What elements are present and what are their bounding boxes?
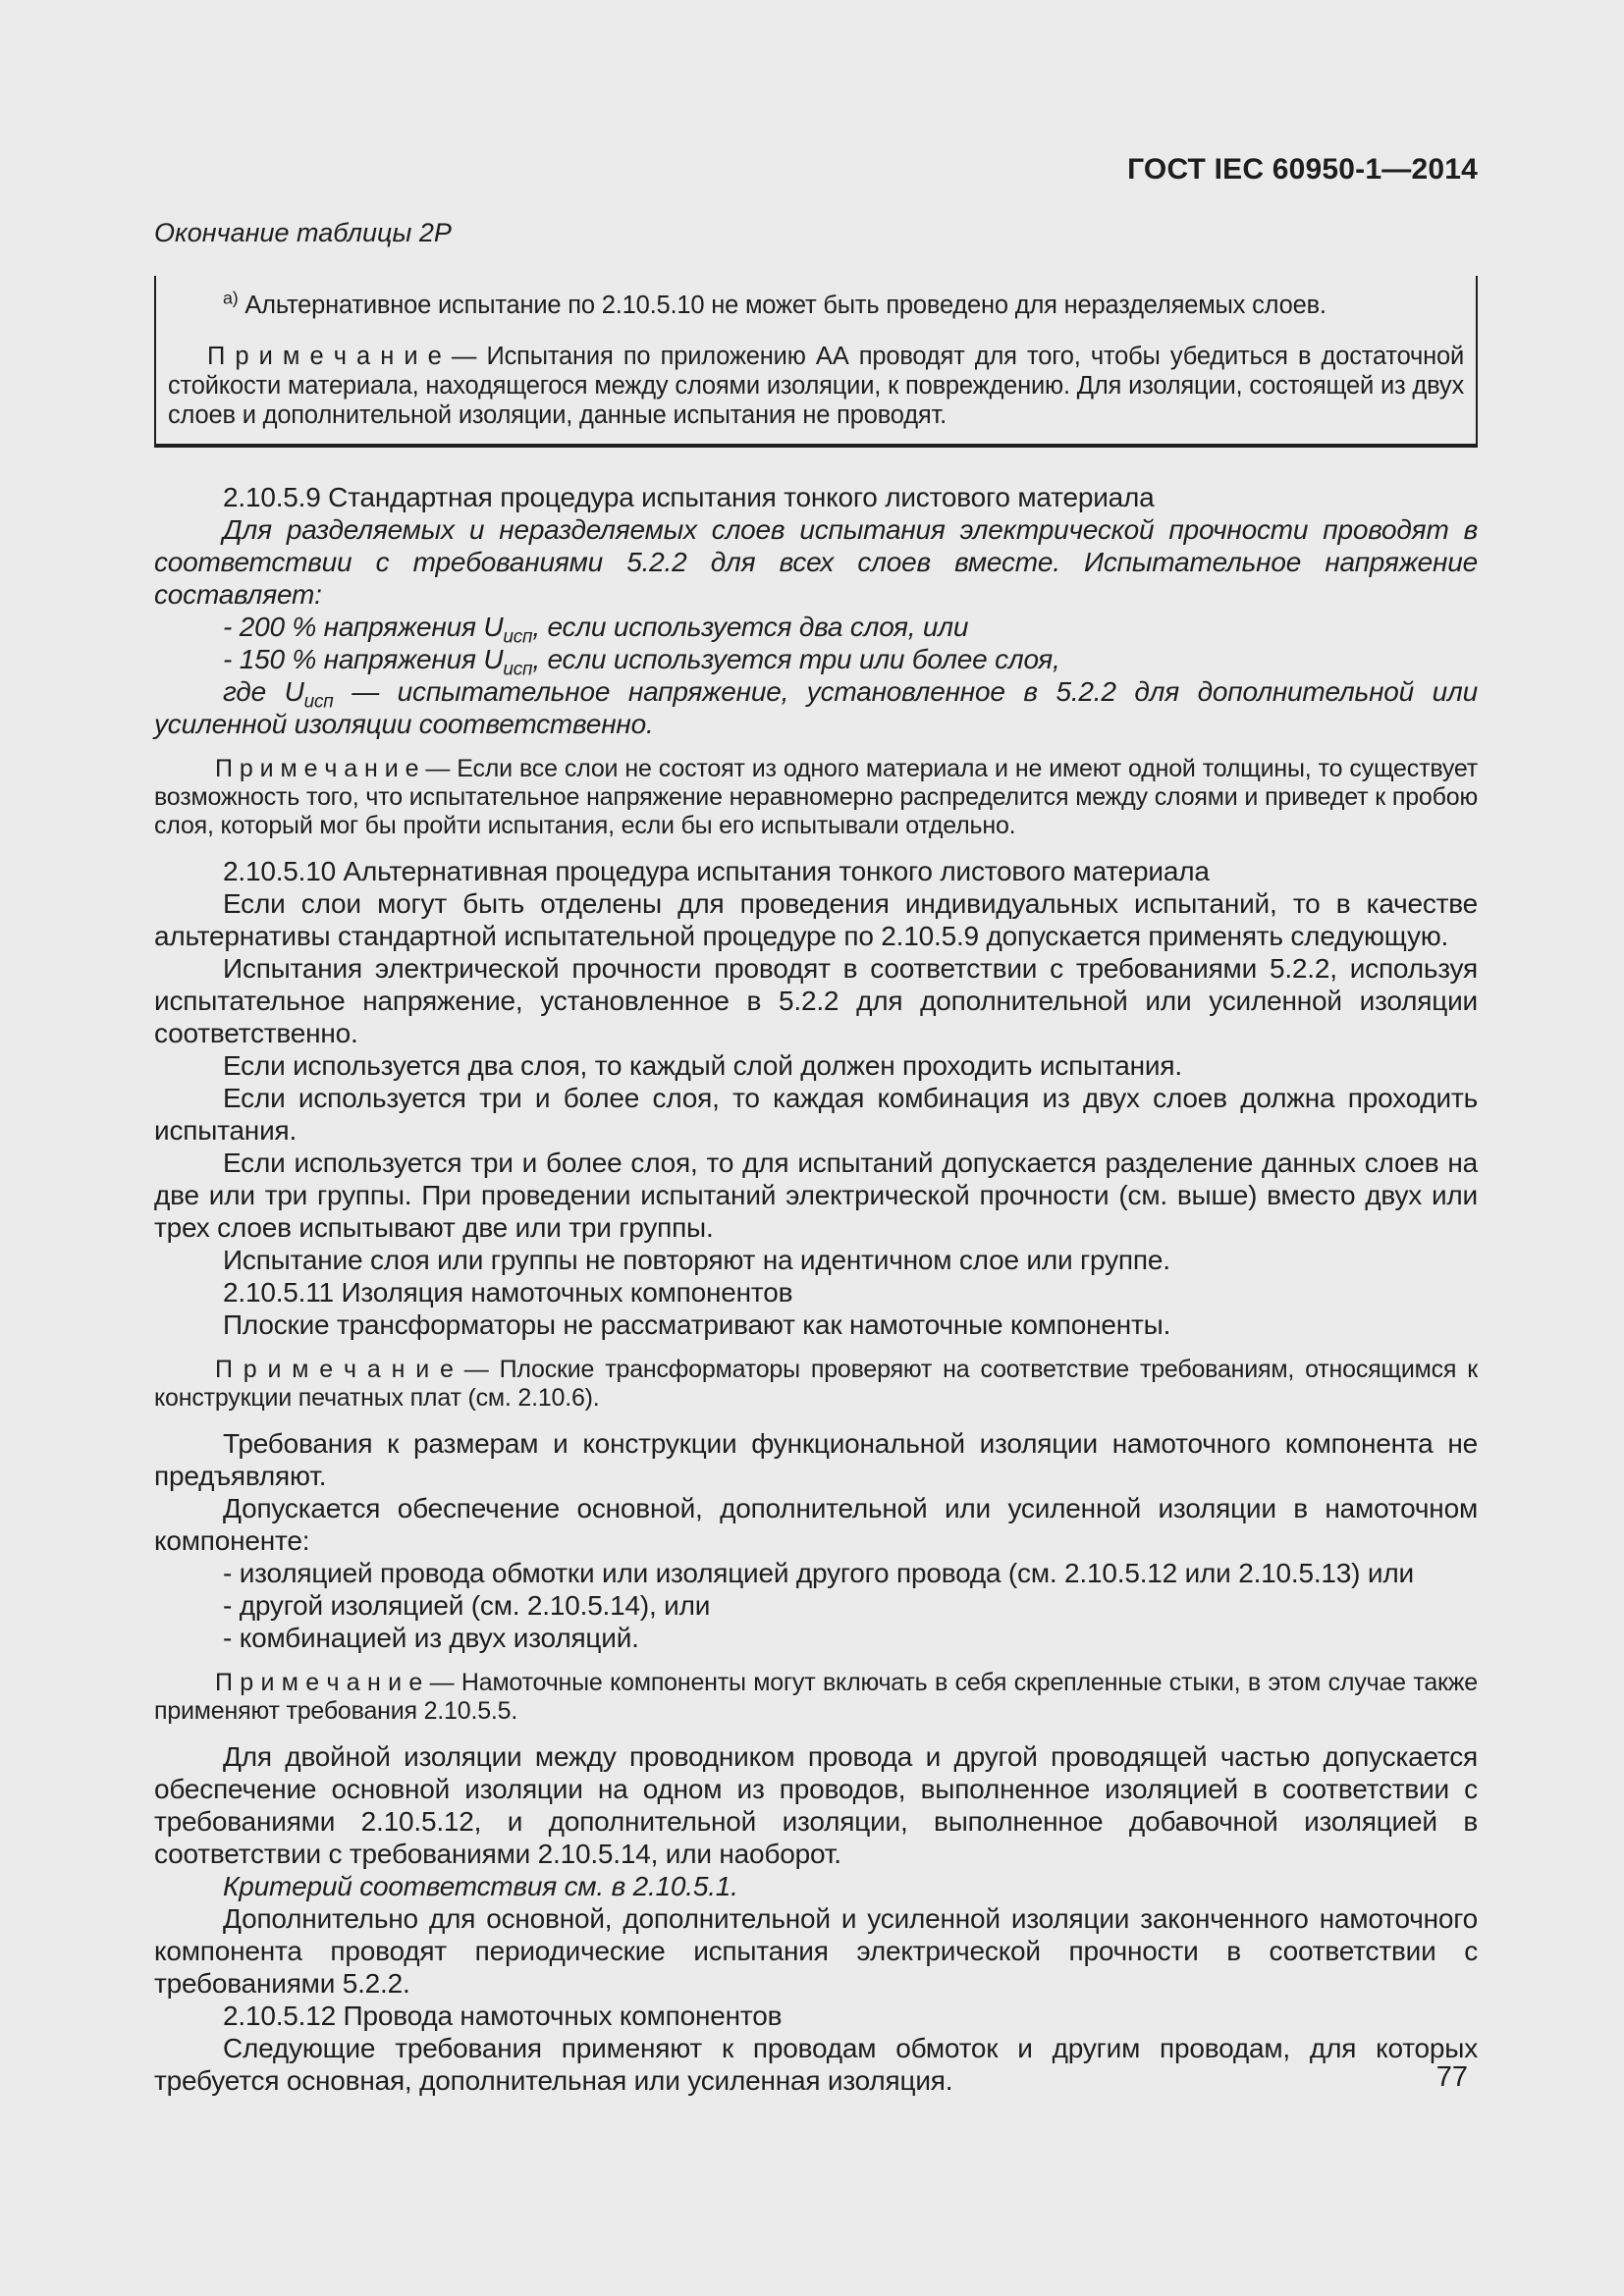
paragraph: Если используется три и более слоя, то каждая комбинация из двух слоев должна проходить испытания. <box>154 1083 1478 1146</box>
footnote-text: Альтернативное испытание по 2.10.5.10 не может быть проведено для неразделяемых слоев. <box>244 292 1326 319</box>
table-note: П р и м е ч а н и е — Испытания по приложению АА проводят для того, чтобы убедиться в достаточной стойкости материала, находящегося между слоями изоляции, к повреждению. Для изоляции, состоящей из двух слоев и дополнительной изоляции, данные испытания не проводят. <box>168 343 1464 429</box>
paragraph: Следующие требования применяют к проводам обмоток и другим проводам, для которых требуется основная, дополнительная или усиленная изоляция. <box>154 2033 1478 2096</box>
paragraph: - изоляцией провода обмотки или изоляцией другого провода (см. 2.10.5.12 или 2.10.5.13) или <box>223 1558 1414 1588</box>
paragraph: Допускается обеспечение основной, дополнительной или усиленной изоляции в намоточном компоненте: <box>154 1493 1478 1556</box>
paragraph: Плоские трансформаторы не рассматривают как намоточные компоненты. <box>223 1309 1171 1340</box>
paragraph: Если слои могут быть отделены для проведения индивидуальных испытаний, то в качестве альтернативы стандартной испытательной процедуре по 2.10.5.9 допускается применять следующую. <box>154 888 1478 951</box>
note-paragraph: П р и м е ч а н и е — Если все слои не состоят из одного материала и не имеют одной толщины, то существует возможность того, что испытательное напряжение неравномерно распределится между слоями и приведет к пробою слоя, который мог бы пройти испытания, если бы его испытывали отдельно. <box>154 755 1478 839</box>
table-footnote <box>168 288 1464 320</box>
paragraph: Требования к размерам и конструкции функциональной изоляции намоточного компонента не предъявляют. <box>154 1428 1478 1491</box>
note-paragraph: П р и м е ч а н и е — Намоточные компоненты могут включать в себя скрепленные стыки, в этом случае также применяют требования 2.10.5.5. <box>154 1669 1478 1725</box>
paragraph: Если используется три и более слоя, то для испытаний допускается разделение данных слоев на две или три группы. При проведении испытаний электрической прочности (см. выше) вместо двух или трех слоев испытывают две или три группы. <box>154 1148 1478 1243</box>
paragraph: где $U_{исп}$ — испытательное напряжение, установленное в 5.2.2 для дополнительной или усиленной изоляции соответственно. <box>154 676 1479 739</box>
paragraph: Испытания электрической прочности проводят в соответствии с требованиями 5.2.2, используя испытательное напряжение, установленное в 5.2.2 для дополнительной или усиленной изоляции соответственно. <box>154 953 1478 1048</box>
page-content <box>154 0 1478 2097</box>
body-content <box>154 481 1478 2097</box>
paragraph: Для разделяемых и неразделяемых слоев испытания электрической прочности проводят в соответствии с требованиями 5.2.2 для всех слоев вместе. Испытательное напряжение составляет: <box>154 514 1478 610</box>
section-heading: 2.10.5.9 Стандартная процедура испытания тонкого листового материала <box>223 482 1155 512</box>
paragraph: Критерий соответствия см. в 2.10.5.1. <box>223 1871 738 1901</box>
section-heading: 2.10.5.10 Альтернативная процедура испытания тонкого листового материала <box>223 856 1210 886</box>
paragraph: Дополнительно для основной, дополнительной и усиленной изоляции законченного намоточного компонента проводят периодические испытания электрической прочности в соответствии с требованиями 5.2.2. <box>154 1903 1478 1999</box>
section-heading: 2.10.5.11 Изоляция намоточных компонентов <box>223 1277 793 1308</box>
note-paragraph: П р и м е ч а н и е — Плоские трансформаторы проверяют на соответствие требованиям, относящимся к конструкции печатных плат (см. 2.10.6). <box>154 1356 1478 1412</box>
footnote-marker: a) <box>223 288 239 308</box>
paragraph: - 150 % напряжения $U_{исп}$, если используется три или более слоя, <box>223 644 1060 680</box>
paragraph: - другой изоляцией (см. 2.10.5.14), или <box>223 1590 711 1621</box>
page-number: 77 <box>1435 2061 1468 2093</box>
paragraph: Испытание слоя или группы не повторяют на идентичном слое или группе. <box>223 1245 1170 1275</box>
paragraph: Если используется два слоя, то каждый слой должен проходить испытания. <box>223 1050 1182 1081</box>
document-header-title: ГОСТ IEC 60950-1—2014 <box>1127 153 1478 186</box>
paragraph: Для двойной изоляции между проводником провода и другой проводящей частью допускается обеспечение основной изоляции на одном из проводов, выполненное изоляцией в соответствии с требованиями 2.10.5.12, и дополнительной изоляции, выполненное добавочной изоляцией в соответствии с требованиями 2.10.5.14, или наоборот. <box>154 1741 1478 1869</box>
table-continuation-caption: Окончание таблицы 2P <box>154 218 452 247</box>
section-heading: 2.10.5.12 Провода намоточных компонентов <box>223 2001 783 2031</box>
paragraph: - 200 % напряжения $U_{исп}$, если используется два слоя, или <box>223 612 969 648</box>
table-footnote-box <box>154 276 1478 448</box>
paragraph: - комбинацией из двух изоляций. <box>223 1623 639 1653</box>
